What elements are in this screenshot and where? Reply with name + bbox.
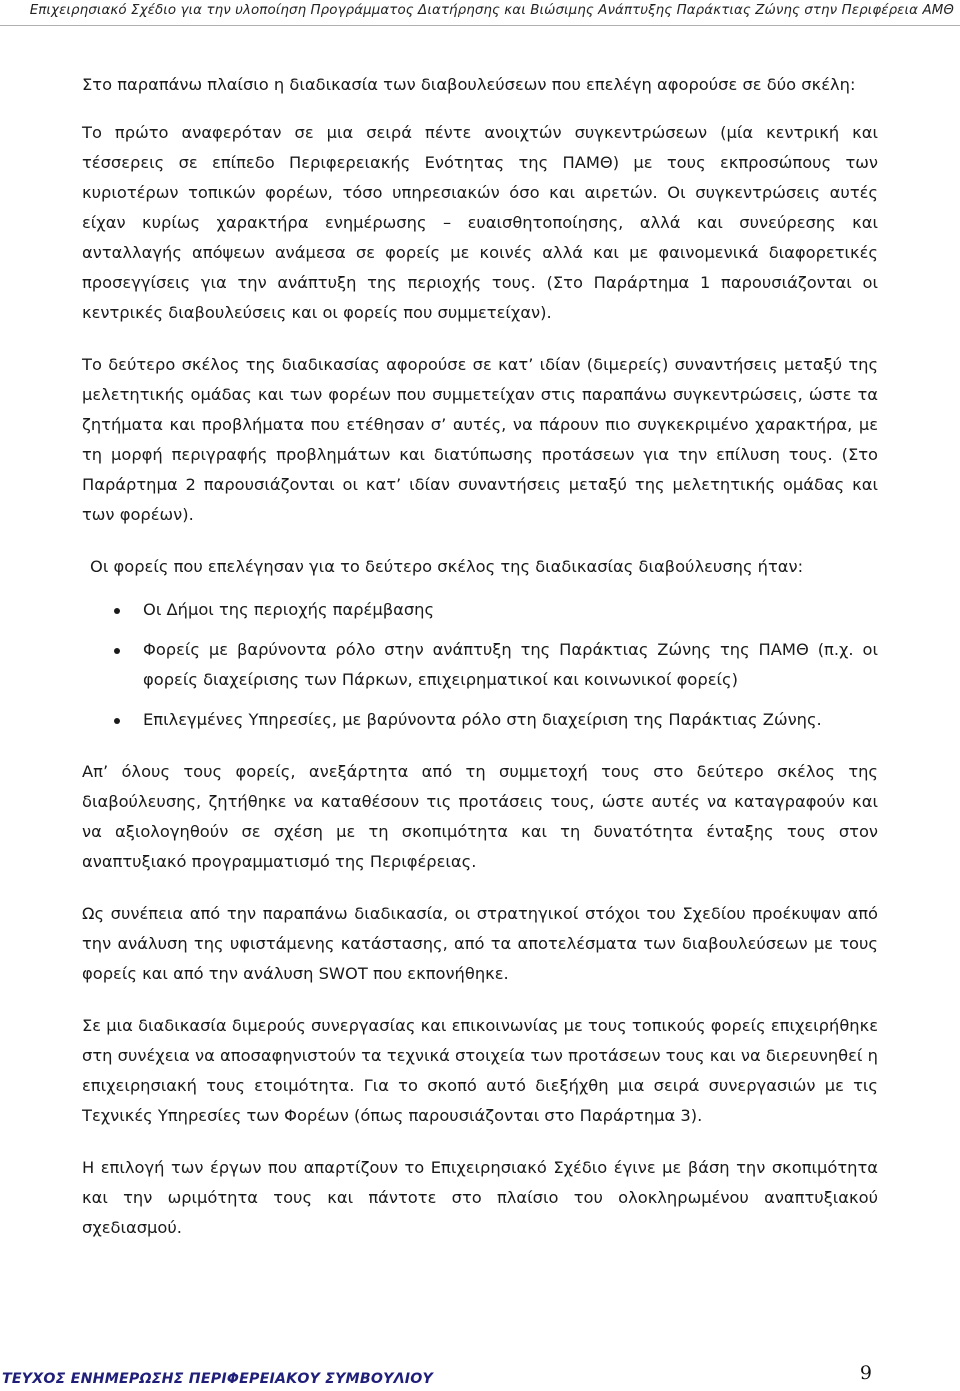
paragraph-first-part: Το πρώτο αναφερόταν σε μια σειρά πέντε ανοιχτών συγκεντρώσεων (μία κεντρική και τέσσερεις σε επίπεδο Περιφερειακής Ενότητας της ΠΑΜΘ) με τους εκπροσώπους των κυριοτέρων τοπικών φορέων, τόσο υπηρεσιακών όσο και αιρετών. Οι συγκεντρώσεις αυτές είχαν κυρίως χαρακτήρα ενημέρωσης – ευαισθητοποίησης, αλλά και συνεύρεσης και ανταλλαγής απόψεων ανάμεσα σε φορείς με κοινές αλλά και με φαινομενικά διαφορετικές προσεγγίσεις για την ανάπτυξη της περιοχής τους. (Στο Παράρτημα 1 παρουσιάζονται οι κεντρικές διαβουλεύσεις και οι φορείς που συμμετείχαν). (82, 123, 878, 322)
list-item (82, 635, 878, 695)
running-title: Επιχειρησιακό Σχέδιο για την υλοποίηση Προγράμματος Διατήρησης και Βιώσιμης Ανάπτυξης Παράκτιας Ζώνης στην Περιφέρεια ΑΜΘ (29, 3, 954, 18)
paragraph-second-part: Το δεύτερο σκέλος της διαδικασίας αφορούσε σε κατ’ ιδίαν (διμερείς) συναντήσεις μεταξύ της μελετητικής ομάδας και των φορέων που συμμετείχαν στις παραπάνω συγκεντρώσεις, ώστε τα ζητήματα και προβλήματα που ετέθησαν σ’ αυτές, να πάρουν πιο συγκεκριμένο χαρακτήρα, με τη μορφή περιγραφής προβλημάτων και διατύπωσης προτάσεων για την επίλυση τους. (Στο Παράρτημα 2 παρουσιάζονται οι κατ’ ιδίαν συναντήσεις μεταξύ της μελετητικής ομάδας και των φορέων). (82, 355, 878, 524)
list-item-text: Φορείς με βαρύνοντα ρόλο στην ανάπτυξη της Παράκτιας Ζώνης της ΠΑΜΘ (π.χ. οι φορείς διαχείρισης των Πάρκων, επιχειρηματικοί και κοινωνικοί φορείς) (143, 640, 878, 689)
list-item (82, 595, 878, 625)
page-header (0, 0, 960, 26)
bullet-list (82, 595, 878, 735)
bullet-icon (114, 718, 120, 724)
footer-title: ΤΕΥΧΟΣ ΕΝΗΜΕΡΩΣΗΣ ΠΕΡΙΦΕΡΕΙΑΚΟΥ ΣΥΜΒΟΥΛΙΟΥ (2, 1371, 434, 1387)
paragraph-bilateral-cooperation: Σε μια διαδικασία διμερούς συνεργασίας και επικοινωνίας με τους τοπικούς φορείς επιχειρήθηκε στη συνέχεια να αποσαφηνιστούν τα τεχνικά στοιχεία των προτάσεων τους και να διερευνηθεί η επιχειρησιακή τους ετοιμότητα. Για το σκοπό αυτό διεξήχθη μια σειρά συνεργασιών με τις Τεχνικές Υπηρεσίες των Φορέων (όπως παρουσιάζονται στο Παράρτημα 3). (82, 1016, 878, 1125)
list-item-text: Οι Δήμοι της περιοχής παρέμβασης (143, 600, 435, 619)
page-number: 9 (859, 1362, 872, 1384)
paragraph-strategic-goals: Ως συνέπεια από την παραπάνω διαδικασία, οι στρατηγικοί στόχοι του Σχεδίου προέκυψαν από την ανάλυση της υφιστάμενης κατάστασης, από τα αποτελέσματα των διαβουλεύσεων με τους φορείς και από την ανάλυση SWOT που εκπονήθηκε. (82, 904, 878, 983)
paragraph-intro: Στο παραπάνω πλαίσιο η διαδικασία των διαβουλεύσεων που επελέγη αφορούσε σε δύο σκέλη: (82, 75, 856, 94)
paragraph-selected-bodies: Οι φορείς που επελέγησαν για το δεύτερο σκέλος της διαδικασίας διαβούλευσης ήταν: (90, 557, 804, 576)
list-item-text: Επιλεγμένες Υπηρεσίες, με βαρύνοντα ρόλο στη διαχείριση της Παράκτιας Ζώνης. (143, 710, 822, 729)
paragraph-project-selection: Η επιλογή των έργων που απαρτίζουν το Επιχειρησιακό Σχέδιο έγινε με βάση την σκοπιμότητα και την ωριμότητα τους και πάντοτε στο πλαίσιο του ολοκληρωμένου αναπτυξιακού σχεδιασμού. (82, 1158, 878, 1237)
bullet-icon (114, 608, 120, 614)
list-item (82, 705, 878, 735)
document-body (82, 70, 878, 1243)
paragraph-proposals: Απ’ όλους τους φορείς, ανεξάρτητα από τη συμμετοχή τους στο δεύτερο σκέλος της διαβούλευσης, ζητήθηκε να καταθέσουν τις προτάσεις τους, ώστε αυτές να καταγραφούν και να αξιολογηθούν σε σχέση με τη σκοπιμότητα και τη δυνατότητα ένταξης τους στον αναπτυξιακό προγραμματισμό της Περιφέρειας. (82, 762, 878, 871)
bullet-icon (114, 648, 120, 654)
